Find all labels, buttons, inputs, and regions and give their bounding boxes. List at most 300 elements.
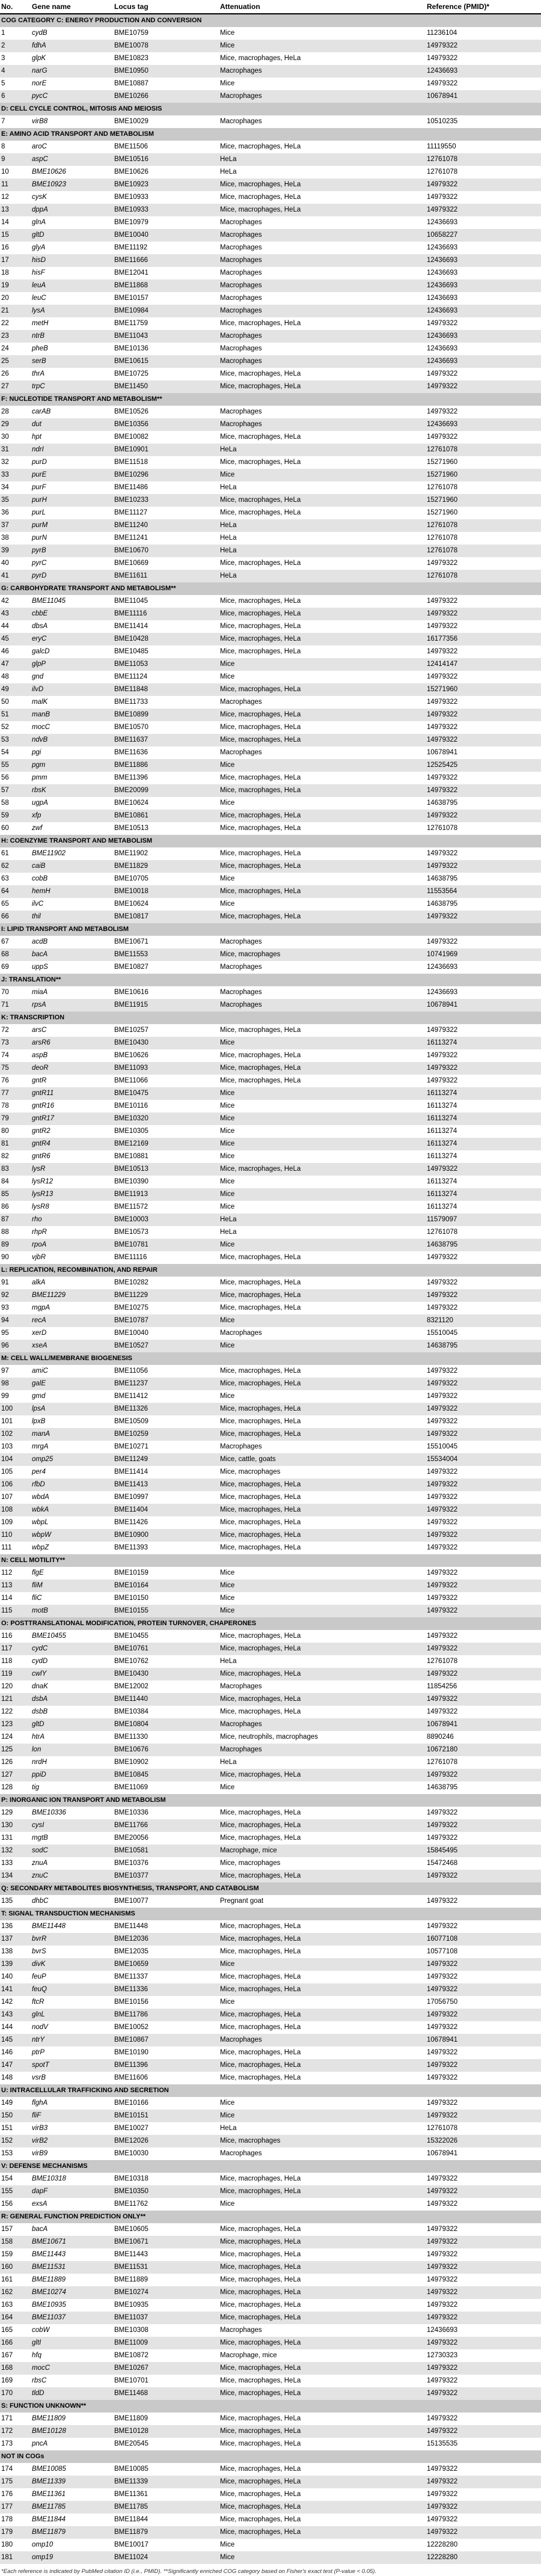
cell-attenuation: Mice, macrophages, HeLa: [220, 2175, 301, 2182]
cell-no: 141: [1, 1986, 13, 1993]
header-gene-name: Gene name: [32, 2, 71, 11]
cell-locus-tag: BME10984: [114, 307, 148, 314]
cell-locus-tag: BME11045: [114, 597, 148, 605]
cell-reference: 12761078: [427, 522, 458, 529]
table-row: [0, 1744, 541, 1756]
table-row: [0, 1781, 541, 1794]
cell-attenuation: Mice: [220, 29, 235, 37]
cell-no: 6: [1, 93, 5, 100]
cell-gene-name: gntR2: [32, 1128, 50, 1135]
cell-attenuation: Mice, macrophages, HeLa: [220, 623, 301, 630]
cell-attenuation: Mice, macrophages, HeLa: [220, 850, 301, 857]
table-row: [0, 936, 541, 948]
cell-no: 94: [1, 1317, 9, 1324]
cell-attenuation: Mice, macrophages, HeLa: [220, 812, 301, 819]
cell-reference: 11119550: [427, 143, 456, 150]
cell-attenuation: Mice, macrophages, HeLa: [220, 1254, 301, 1261]
cell-attenuation: Mice: [220, 2200, 235, 2208]
cell-reference: 14979322: [427, 623, 458, 630]
cell-no: 49: [1, 686, 9, 693]
cell-locus-tag: BME11468: [114, 2390, 148, 2397]
cell-locus-tag: BME11396: [114, 2062, 148, 2069]
cell-gene-name: vsrB: [32, 2074, 46, 2081]
cell-gene-name: aroC: [32, 143, 47, 150]
cell-no: 1: [1, 29, 5, 37]
cell-locus-tag: BME11237: [114, 1380, 148, 1387]
cell-locus-tag: BME10136: [114, 345, 148, 352]
cell-no: 87: [1, 1216, 9, 1223]
cell-gene-name: virB3: [32, 2125, 48, 2132]
cell-no: 4: [1, 67, 5, 75]
cell-attenuation: Mice, macrophages, HeLa: [220, 55, 301, 62]
cell-reference: 12436693: [427, 989, 458, 996]
cell-gene-name: BME11037: [32, 2314, 66, 2321]
cell-no: 109: [1, 1519, 13, 1526]
cell-reference: 16113274: [427, 1191, 457, 1198]
cell-gene-name: vjbR: [32, 1254, 46, 1261]
cell-attenuation: Mice, macrophages, HeLa: [220, 2529, 301, 2536]
table-row: [0, 557, 541, 570]
cell-attenuation: Mice: [220, 673, 235, 680]
table-row: [0, 696, 541, 709]
cell-no: 102: [1, 1430, 13, 1438]
cell-locus-tag: BME10267: [114, 2364, 148, 2372]
cell-locus-tag: BME10150: [114, 1595, 148, 1602]
cell-no: 107: [1, 1494, 13, 1501]
table-row: [0, 2551, 541, 2564]
cell-locus-tag: BME11093: [114, 1064, 148, 1072]
table-row: [0, 595, 541, 608]
cell-locus-tag: BME11413: [114, 1481, 148, 1488]
cell-locus-tag: BME11393: [114, 1544, 148, 1551]
table-row: [0, 1188, 541, 1201]
table-row: [0, 1718, 541, 1731]
category-row: [0, 974, 541, 986]
cell-gene-name: acdB: [32, 938, 48, 945]
cell-locus-tag: BME12035: [114, 1948, 148, 1955]
table-row: [0, 1870, 541, 1882]
cell-locus-tag: BME10935: [114, 2301, 148, 2309]
cell-reference: 15845495: [427, 1847, 458, 1854]
cell-attenuation: Mice: [220, 1582, 235, 1589]
cell-attenuation: Mice: [220, 900, 235, 908]
cell-gene-name: BME10318: [32, 2175, 66, 2182]
table-row: [0, 1996, 541, 2009]
table-row: [0, 1731, 541, 1744]
table-row: [0, 1415, 541, 1428]
cell-locus-tag: BME11443: [114, 2251, 148, 2258]
cell-no: 125: [1, 1746, 13, 1753]
cell-no: 175: [1, 2478, 13, 2485]
cell-locus-tag: BME10979: [114, 219, 148, 226]
cell-locus-tag: BME11848: [114, 686, 148, 693]
cell-reference: 14979322: [427, 2099, 458, 2107]
table-row: [0, 2135, 541, 2147]
cell-attenuation: Mice, macrophages, HeLa: [220, 433, 301, 441]
cell-reference: 14979322: [427, 2062, 458, 2069]
cell-locus-tag: BME10624: [114, 900, 148, 908]
cell-reference: 14979322: [427, 2289, 458, 2296]
cell-no: 54: [1, 749, 9, 756]
cell-reference: 15135535: [427, 2440, 458, 2447]
cell-gene-name: BME11339: [32, 2478, 66, 2485]
cell-gene-name: pheB: [32, 345, 48, 352]
category-label: D: CELL CYCLE CONTROL, MITOSIS AND MEIOSIS: [1, 105, 162, 112]
cell-no: 59: [1, 812, 9, 819]
cell-locus-tag: BME11124: [114, 673, 148, 680]
cell-attenuation: Mice, macrophages, HeLa: [220, 1935, 301, 1943]
cell-no: 9: [1, 156, 5, 163]
cell-attenuation: Macrophages: [220, 2150, 262, 2157]
cell-no: 64: [1, 888, 9, 895]
cell-no: 113: [1, 1582, 13, 1589]
cell-gene-name: pmm: [32, 774, 47, 781]
cell-locus-tag: BME12026: [114, 2137, 148, 2144]
cell-no: 151: [1, 2125, 13, 2132]
cell-reference: 10678941: [427, 1721, 458, 1728]
table-row: [0, 456, 541, 469]
cell-attenuation: Macrophages: [220, 332, 262, 340]
cell-no: 35: [1, 496, 9, 504]
cell-no: 34: [1, 484, 9, 491]
cell-attenuation: Macrophages: [220, 698, 262, 706]
cell-attenuation: Mice, macrophages, HeLa: [220, 1506, 301, 1513]
cell-reference: 16113274: [427, 1102, 457, 1109]
cell-no: 106: [1, 1481, 13, 1488]
cell-attenuation: Mice, macrophages, HeLa: [220, 825, 301, 832]
cell-reference: 14979322: [427, 80, 458, 87]
table-row: [0, 1150, 541, 1163]
category-row: [0, 1908, 541, 1920]
cell-reference: 14979322: [427, 1254, 458, 1261]
cell-no: 30: [1, 433, 9, 441]
cell-attenuation: Mice, macrophages, HeLa: [220, 181, 301, 188]
cell-no: 58: [1, 799, 9, 807]
cell-attenuation: Mice, macrophages, HeLa: [220, 1077, 301, 1084]
cell-attenuation: Pregnant goat: [220, 1897, 264, 1905]
cell-locus-tag: BME10257: [114, 1027, 148, 1034]
table-row: [0, 1327, 541, 1340]
cell-attenuation: Macrophages: [220, 231, 262, 239]
cell-reference: 15322026: [427, 2137, 458, 2144]
cell-attenuation: Mice, macrophages, HeLa: [220, 1544, 301, 1551]
cell-gene-name: pgi: [32, 749, 41, 756]
cell-no: 173: [1, 2440, 13, 2447]
cell-gene-name: wbpZ: [32, 1544, 49, 1551]
table-row: [0, 2463, 541, 2476]
cell-locus-tag: BME11229: [114, 1292, 148, 1299]
cell-no: 150: [1, 2112, 13, 2119]
category-row: [0, 103, 541, 115]
cell-locus-tag: BME10259: [114, 1430, 148, 1438]
category-row: [0, 1264, 541, 1277]
table-row: [0, 986, 541, 999]
table-row: [0, 242, 541, 254]
cell-no: 128: [1, 1784, 13, 1791]
cell-no: 14: [1, 219, 9, 226]
cell-gene-name: BME10626: [32, 168, 66, 175]
cell-locus-tag: BME10128: [114, 2428, 148, 2435]
cell-locus-tag: BME11404: [114, 1506, 148, 1513]
category-row: [0, 393, 541, 406]
cell-attenuation: Mice, macrophages, HeLa: [220, 736, 301, 743]
cell-gene-name: cobW: [32, 2327, 50, 2334]
cell-no: 130: [1, 1822, 13, 1829]
cell-locus-tag: BME10305: [114, 1128, 148, 1135]
cell-gene-name: rpoA: [32, 1241, 47, 1248]
table-row: [0, 1845, 541, 1857]
cell-attenuation: Mice, macrophages, HeLa: [220, 610, 301, 617]
cell-locus-tag: BME10455: [114, 1632, 148, 1640]
table-row: [0, 772, 541, 784]
cell-locus-tag: BME20099: [114, 787, 148, 794]
table-row: [0, 898, 541, 911]
table-row: [0, 2009, 541, 2021]
cell-locus-tag: BME11486: [114, 484, 148, 491]
table-row: [0, 2173, 541, 2185]
cell-no: 53: [1, 736, 9, 743]
table-row: [0, 267, 541, 279]
cell-no: 149: [1, 2099, 13, 2107]
cell-reference: 14979322: [427, 1481, 458, 1488]
cell-attenuation: HeLa: [220, 1658, 237, 1665]
cell-attenuation: Mice, macrophages, HeLa: [220, 1986, 301, 1993]
table-row: [0, 2110, 541, 2122]
category-row: [0, 1352, 541, 1365]
cell-attenuation: Mice, macrophages, HeLa: [220, 383, 301, 390]
cell-gene-name: aspB: [32, 1052, 48, 1059]
cell-gene-name: ppiD: [32, 1771, 46, 1778]
cell-reference: 12761078: [427, 168, 458, 175]
cell-no: 83: [1, 1165, 9, 1173]
cell-reference: 14979322: [427, 1279, 458, 1286]
cell-locus-tag: BME10018: [114, 888, 148, 895]
table-row: [0, 1479, 541, 1491]
cell-attenuation: Mice: [220, 1153, 235, 1160]
cell-attenuation: Mice: [220, 1569, 235, 1576]
cell-reference: 14979322: [427, 1771, 458, 1778]
table-row: [0, 1807, 541, 1819]
cell-locus-tag: BME11043: [114, 332, 148, 340]
cell-locus-tag: BME11915: [114, 1001, 148, 1009]
cell-no: 152: [1, 2137, 13, 2144]
cell-no: 98: [1, 1380, 9, 1387]
cell-gene-name: mocC: [32, 724, 50, 731]
cell-gene-name: fliM: [32, 1582, 43, 1589]
cell-reference: 15472468: [427, 1860, 458, 1867]
table-row: [0, 1542, 541, 1554]
cell-reference: 14979322: [427, 2415, 458, 2422]
cell-gene-name: thil: [32, 913, 41, 920]
cell-locus-tag: BME10156: [114, 1998, 148, 2006]
category-label: Q: SECONDARY METABOLITES BIOSYNTHESIS, TRANSPORT, AND CATABOLISM: [1, 1885, 259, 1892]
cell-gene-name: gntR11: [32, 1090, 54, 1097]
cell-locus-tag: BME10997: [114, 1494, 148, 1501]
cell-reference: 14979322: [427, 1052, 458, 1059]
cell-no: 145: [1, 2036, 13, 2043]
category-label: NOT IN COGs: [1, 2453, 44, 2460]
cell-locus-tag: BME11759: [114, 320, 148, 327]
cell-reference: 12436693: [427, 307, 458, 314]
cell-gene-name: ilvD: [32, 686, 44, 693]
cell-no: 19: [1, 282, 9, 289]
table-row: [0, 1592, 541, 1605]
table-row: [0, 1605, 541, 1617]
cell-attenuation: Mice, macrophages, HeLa: [220, 1367, 301, 1375]
cell-gene-name: dnaK: [32, 1683, 48, 1690]
cell-attenuation: Mice, macrophages, HeLa: [220, 1645, 301, 1652]
cell-no: 39: [1, 547, 9, 554]
cell-gene-name: fliF: [32, 2112, 41, 2119]
cell-gene-name: galcD: [32, 648, 50, 655]
cell-gene-name: ugpA: [32, 799, 48, 807]
cell-locus-tag: BME10282: [114, 1279, 148, 1286]
cell-locus-tag: BME10899: [114, 711, 148, 718]
cell-attenuation: Mice, macrophages, HeLa: [220, 787, 301, 794]
cell-reference: 14979322: [427, 2339, 458, 2346]
table-row: [0, 2312, 541, 2324]
cell-no: 61: [1, 850, 9, 857]
cell-reference: 14979322: [427, 736, 458, 743]
cell-no: 18: [1, 269, 9, 276]
cell-locus-tag: BME10029: [114, 118, 148, 125]
cell-reference: 15271960: [427, 686, 458, 693]
cell-attenuation: Mice: [220, 1607, 235, 1614]
cell-locus-tag: BME10872: [114, 2352, 148, 2359]
table-row: [0, 759, 541, 772]
cell-gene-name: cwlY: [32, 1670, 47, 1677]
cell-attenuation: Mice, macrophages, HeLa: [220, 635, 301, 642]
table-row: [0, 2375, 541, 2387]
cell-attenuation: Mice, macrophages, HeLa: [220, 1418, 301, 1425]
cell-attenuation: Mice: [220, 1128, 235, 1135]
table-row: [0, 860, 541, 873]
cell-attenuation: Macrophages: [220, 2327, 262, 2334]
cell-no: 70: [1, 989, 9, 996]
cell-locus-tag: BME10336: [114, 1809, 148, 1816]
cell-no: 47: [1, 661, 9, 668]
category-label: U: INTRACELLULAR TRAFFICKING AND SECRETION: [1, 2087, 169, 2094]
cell-no: 115: [1, 1607, 13, 1614]
cell-attenuation: HeLa: [220, 1228, 237, 1236]
cell-locus-tag: BME11240: [114, 522, 148, 529]
cell-gene-name: norE: [32, 80, 47, 87]
category-label: N: CELL MOTILITY**: [1, 1557, 66, 1564]
cell-attenuation: Mice: [220, 1090, 235, 1097]
cell-gene-name: gntR17: [32, 1115, 55, 1122]
cell-gene-name: glpK: [32, 55, 46, 62]
cell-locus-tag: BME11913: [114, 1191, 148, 1198]
cell-no: 180: [1, 2541, 13, 2548]
table-row: [0, 810, 541, 822]
cell-locus-tag: BME11127: [114, 509, 148, 516]
cell-locus-tag: BME10516: [114, 156, 148, 163]
cell-gene-name: dhbC: [32, 1897, 49, 1905]
cell-gene-name: mrgA: [32, 1443, 49, 1450]
category-label: R: GENERAL FUNCTION PREDICTION ONLY**: [1, 2213, 146, 2220]
cell-gene-name: amiC: [32, 1367, 48, 1375]
cell-attenuation: Mice, macrophages, HeLa: [220, 2415, 301, 2422]
table-row: [0, 1769, 541, 1781]
cell-locus-tag: BME10266: [114, 93, 148, 100]
cell-reference: 10678941: [427, 2036, 458, 2043]
cell-no: 29: [1, 421, 9, 428]
cell-reference: 14979322: [427, 408, 458, 415]
cell-locus-tag: BME11037: [114, 2314, 148, 2321]
cell-attenuation: HeLa: [220, 484, 237, 491]
cell-gene-name: BME10274: [32, 2289, 66, 2296]
cell-locus-tag: BME10027: [114, 2125, 148, 2132]
cell-no: 67: [1, 938, 9, 945]
table-row: [0, 1958, 541, 1971]
cell-gene-name: manA: [32, 1430, 50, 1438]
cell-gene-name: bvrS: [32, 1948, 46, 1955]
cell-no: 86: [1, 1203, 9, 1210]
cell-no: 78: [1, 1102, 9, 1109]
cell-no: 114: [1, 1595, 13, 1602]
cell-reference: 10672180: [427, 1746, 458, 1753]
cell-no: 88: [1, 1228, 9, 1236]
cell-reference: 14979322: [427, 2074, 458, 2081]
cell-locus-tag: BME11192: [114, 244, 148, 251]
cell-locus-tag: BME10626: [114, 1052, 148, 1059]
cell-reference: 12436693: [427, 345, 458, 352]
cell-attenuation: Mice: [220, 799, 235, 807]
cell-no: 63: [1, 875, 9, 882]
cell-attenuation: Mice, macrophages, HeLa: [220, 686, 301, 693]
cell-locus-tag: BME11518: [114, 459, 148, 466]
cell-reference: 15271960: [427, 459, 458, 466]
category-label: J: TRANSLATION**: [1, 976, 61, 983]
cell-attenuation: HeLa: [220, 2125, 237, 2132]
cell-attenuation: Mice: [220, 1393, 235, 1400]
table-row: [0, 1516, 541, 1529]
cell-attenuation: Mice: [220, 1317, 235, 1324]
cell-attenuation: Mice: [220, 2099, 235, 2107]
table-row: [0, 948, 541, 961]
category-row: [0, 2211, 541, 2223]
cell-gene-name: trpC: [32, 383, 45, 390]
cell-locus-tag: BME10867: [114, 2036, 148, 2043]
cell-locus-tag: BME10151: [114, 2112, 148, 2119]
cell-no: 127: [1, 1771, 13, 1778]
cell-gene-name: gltD: [32, 1721, 44, 1728]
table-row: [0, 532, 541, 545]
table-row: [0, 1251, 541, 1264]
cell-gene-name: cbbE: [32, 610, 48, 617]
table-row: [0, 469, 541, 481]
cell-reference: 15271960: [427, 496, 458, 504]
cell-gene-name: purM: [32, 522, 48, 529]
cell-gene-name: sodC: [32, 1847, 48, 1854]
cell-no: 69: [1, 963, 9, 971]
cell-attenuation: Mice: [220, 1140, 235, 1147]
cell-no: 73: [1, 1039, 9, 1046]
cell-attenuation: Mice, macrophages, HeLa: [220, 2314, 301, 2321]
table-row: [0, 2059, 541, 2072]
cell-no: 169: [1, 2377, 13, 2384]
table-row: [0, 507, 541, 519]
category-label: H: COENZYME TRANSPORT AND METABOLISM: [1, 837, 153, 844]
table-row: [0, 2539, 541, 2551]
cell-reference: 14979322: [427, 1582, 458, 1589]
cell-reference: 12761078: [427, 1658, 458, 1665]
cell-no: 95: [1, 1329, 9, 1337]
cell-locus-tag: BME11636: [114, 749, 148, 756]
cell-locus-tag: BME10725: [114, 370, 148, 377]
table-row: [0, 671, 541, 683]
cell-attenuation: Mice, macrophages, HeLa: [220, 2238, 301, 2245]
